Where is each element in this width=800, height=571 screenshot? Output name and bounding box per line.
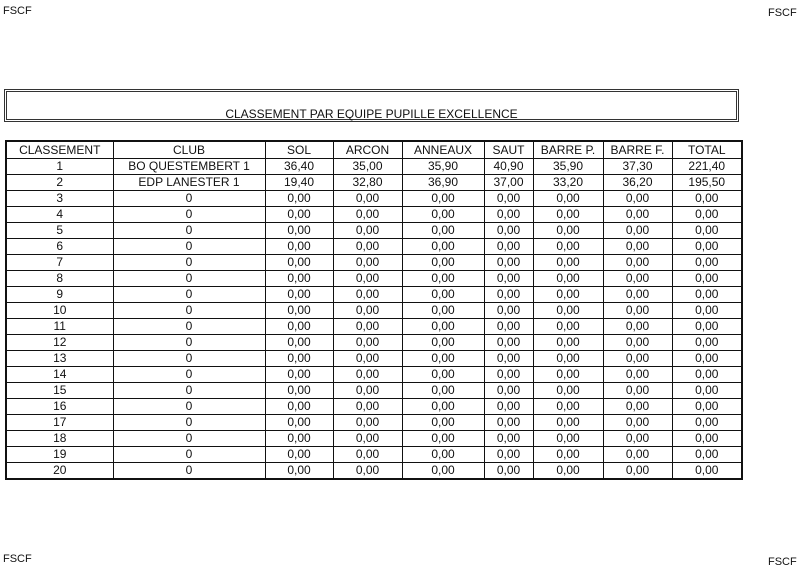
cell-barre-f: 0,00 (603, 351, 672, 367)
cell-barre-p: 0,00 (533, 191, 603, 207)
cell-club: 0 (113, 287, 265, 303)
cell-barre-f: 0,00 (603, 239, 672, 255)
table-row (6, 367, 742, 383)
cell-arcon: 0,00 (333, 271, 402, 287)
cell-barre-p: 0,00 (533, 271, 603, 287)
cell-saut: 0,00 (484, 431, 533, 447)
cell-total: 0,00 (672, 415, 742, 431)
cell-arcon: 0,00 (333, 303, 402, 319)
cell-rank: 20 (6, 463, 113, 480)
cell-barre-f: 0,00 (603, 431, 672, 447)
cell-anneaux: 0,00 (402, 319, 484, 335)
cell-arcon: 0,00 (333, 463, 402, 480)
cell-barre-p: 0,00 (533, 463, 603, 480)
cell-sol: 0,00 (265, 303, 333, 319)
cell-arcon: 0,00 (333, 447, 402, 463)
cell-barre-f: 0,00 (603, 271, 672, 287)
cell-total: 0,00 (672, 367, 742, 383)
cell-arcon: 0,00 (333, 191, 402, 207)
table-row (6, 175, 742, 191)
column-header-barre-p: BARRE P. (533, 141, 603, 159)
column-header-sol: SOL (265, 141, 333, 159)
cell-club: 0 (113, 319, 265, 335)
cell-barre-p: 0,00 (533, 351, 603, 367)
cell-anneaux: 0,00 (402, 255, 484, 271)
cell-saut: 0,00 (484, 351, 533, 367)
cell-rank: 3 (6, 191, 113, 207)
cell-barre-p: 0,00 (533, 223, 603, 239)
cell-barre-p: 0,00 (533, 255, 603, 271)
cell-anneaux: 0,00 (402, 271, 484, 287)
table-row (6, 223, 742, 239)
cell-anneaux: 36,90 (402, 175, 484, 191)
cell-anneaux: 0,00 (402, 239, 484, 255)
cell-arcon: 0,00 (333, 351, 402, 367)
cell-barre-f: 0,00 (603, 383, 672, 399)
cell-arcon: 0,00 (333, 431, 402, 447)
cell-club: BO QUESTEMBERT 1 (113, 159, 265, 175)
cell-total: 0,00 (672, 431, 742, 447)
cell-barre-f: 0,00 (603, 335, 672, 351)
cell-sol: 0,00 (265, 255, 333, 271)
cell-saut: 0,00 (484, 463, 533, 480)
cell-anneaux: 0,00 (402, 303, 484, 319)
cell-anneaux: 0,00 (402, 431, 484, 447)
cell-sol: 0,00 (265, 335, 333, 351)
table-body (6, 159, 742, 480)
cell-anneaux: 0,00 (402, 383, 484, 399)
cell-rank: 6 (6, 239, 113, 255)
column-header-saut: SAUT (484, 141, 533, 159)
cell-club: 0 (113, 191, 265, 207)
column-header-club: CLUB (113, 141, 265, 159)
cell-arcon: 0,00 (333, 287, 402, 303)
cell-barre-f: 37,30 (603, 159, 672, 175)
ranking-table (5, 140, 743, 480)
cell-saut: 0,00 (484, 287, 533, 303)
cell-rank: 1 (6, 159, 113, 175)
cell-total: 0,00 (672, 351, 742, 367)
table-row (6, 159, 742, 175)
cell-total: 0,00 (672, 447, 742, 463)
cell-saut: 0,00 (484, 271, 533, 287)
cell-anneaux: 0,00 (402, 463, 484, 480)
cell-sol: 0,00 (265, 319, 333, 335)
title-box (4, 89, 739, 122)
cell-arcon: 0,00 (333, 207, 402, 223)
cell-barre-f: 0,00 (603, 223, 672, 239)
cell-arcon: 0,00 (333, 399, 402, 415)
cell-rank: 13 (6, 351, 113, 367)
cell-barre-f: 0,00 (603, 255, 672, 271)
cell-club: 0 (113, 335, 265, 351)
cell-barre-f: 0,00 (603, 319, 672, 335)
cell-rank: 8 (6, 271, 113, 287)
cell-barre-p: 0,00 (533, 319, 603, 335)
cell-sol: 0,00 (265, 271, 333, 287)
table-row (6, 319, 742, 335)
cell-rank: 7 (6, 255, 113, 271)
cell-club: 0 (113, 383, 265, 399)
table-row (6, 191, 742, 207)
cell-arcon: 0,00 (333, 367, 402, 383)
cell-barre-p: 0,00 (533, 447, 603, 463)
cell-sol: 0,00 (265, 447, 333, 463)
cell-arcon: 32,80 (333, 175, 402, 191)
cell-club: 0 (113, 431, 265, 447)
cell-sol: 0,00 (265, 207, 333, 223)
cell-rank: 2 (6, 175, 113, 191)
cell-saut: 0,00 (484, 335, 533, 351)
cell-saut: 37,00 (484, 175, 533, 191)
cell-rank: 17 (6, 415, 113, 431)
cell-rank: 12 (6, 335, 113, 351)
cell-barre-p: 0,00 (533, 335, 603, 351)
table-row (6, 207, 742, 223)
cell-club: 0 (113, 463, 265, 480)
cell-arcon: 0,00 (333, 383, 402, 399)
cell-sol: 0,00 (265, 367, 333, 383)
table-row (6, 255, 742, 271)
cell-saut: 0,00 (484, 447, 533, 463)
cell-rank: 4 (6, 207, 113, 223)
cell-total: 0,00 (672, 335, 742, 351)
cell-barre-f: 0,00 (603, 207, 672, 223)
cell-sol: 0,00 (265, 463, 333, 480)
cell-sol: 19,40 (265, 175, 333, 191)
table-row (6, 463, 742, 480)
column-header-total: TOTAL (672, 141, 742, 159)
cell-total: 0,00 (672, 223, 742, 239)
cell-barre-p: 0,00 (533, 431, 603, 447)
cell-saut: 0,00 (484, 367, 533, 383)
cell-sol: 0,00 (265, 383, 333, 399)
cell-total: 0,00 (672, 191, 742, 207)
cell-rank: 16 (6, 399, 113, 415)
cell-sol: 0,00 (265, 399, 333, 415)
cell-arcon: 0,00 (333, 335, 402, 351)
cell-club: 0 (113, 207, 265, 223)
cell-club: 0 (113, 399, 265, 415)
cell-total: 0,00 (672, 383, 742, 399)
cell-rank: 15 (6, 383, 113, 399)
cell-sol: 0,00 (265, 223, 333, 239)
cell-arcon: 0,00 (333, 223, 402, 239)
table-row (6, 399, 742, 415)
table-row (6, 431, 742, 447)
cell-barre-p: 0,00 (533, 239, 603, 255)
cell-total: 0,00 (672, 463, 742, 480)
table-header-row (6, 141, 742, 159)
column-header-barre-f: BARRE F. (603, 141, 672, 159)
cell-anneaux: 0,00 (402, 335, 484, 351)
cell-club: 0 (113, 415, 265, 431)
cell-barre-f: 0,00 (603, 367, 672, 383)
cell-club: 0 (113, 367, 265, 383)
table-row (6, 383, 742, 399)
cell-total: 0,00 (672, 255, 742, 271)
cell-sol: 0,00 (265, 239, 333, 255)
cell-total: 195,50 (672, 175, 742, 191)
cell-barre-p: 0,00 (533, 367, 603, 383)
cell-club: 0 (113, 303, 265, 319)
cell-club: 0 (113, 255, 265, 271)
cell-saut: 0,00 (484, 207, 533, 223)
cell-barre-f: 0,00 (603, 463, 672, 480)
cell-arcon: 0,00 (333, 255, 402, 271)
cell-anneaux: 0,00 (402, 415, 484, 431)
cell-sol: 36,40 (265, 159, 333, 175)
cell-club: 0 (113, 447, 265, 463)
cell-barre-f: 0,00 (603, 415, 672, 431)
cell-barre-f: 0,00 (603, 447, 672, 463)
cell-anneaux: 0,00 (402, 287, 484, 303)
cell-saut: 0,00 (484, 399, 533, 415)
cell-rank: 18 (6, 431, 113, 447)
footer-left-label: FSCF (3, 553, 32, 565)
table-row (6, 351, 742, 367)
cell-arcon: 0,00 (333, 319, 402, 335)
footer-right-label: FSCF (768, 556, 797, 568)
cell-barre-p: 0,00 (533, 399, 603, 415)
cell-club: 0 (113, 271, 265, 287)
cell-barre-f: 0,00 (603, 191, 672, 207)
cell-club: EDP LANESTER 1 (113, 175, 265, 191)
cell-barre-p: 0,00 (533, 383, 603, 399)
cell-barre-f: 0,00 (603, 303, 672, 319)
cell-barre-f: 36,20 (603, 175, 672, 191)
column-header-arcon: ARCON (333, 141, 402, 159)
cell-club: 0 (113, 239, 265, 255)
cell-sol: 0,00 (265, 415, 333, 431)
cell-arcon: 0,00 (333, 239, 402, 255)
cell-barre-p: 35,90 (533, 159, 603, 175)
cell-saut: 0,00 (484, 223, 533, 239)
cell-sol: 0,00 (265, 191, 333, 207)
cell-total: 0,00 (672, 239, 742, 255)
cell-saut: 0,00 (484, 383, 533, 399)
cell-rank: 5 (6, 223, 113, 239)
table-row (6, 287, 742, 303)
cell-barre-p: 0,00 (533, 303, 603, 319)
table-row (6, 415, 742, 431)
cell-saut: 0,00 (484, 319, 533, 335)
header-right-label: FSCF (768, 7, 797, 19)
cell-total: 0,00 (672, 271, 742, 287)
cell-sol: 0,00 (265, 351, 333, 367)
cell-saut: 0,00 (484, 255, 533, 271)
cell-club: 0 (113, 351, 265, 367)
cell-anneaux: 0,00 (402, 207, 484, 223)
cell-rank: 9 (6, 287, 113, 303)
table-row (6, 335, 742, 351)
cell-arcon: 35,00 (333, 159, 402, 175)
cell-anneaux: 0,00 (402, 447, 484, 463)
header-left-label: FSCF (3, 5, 32, 17)
cell-rank: 14 (6, 367, 113, 383)
column-header-anneaux: ANNEAUX (402, 141, 484, 159)
page-title: CLASSEMENT PAR EQUIPE PUPILLE EXCELLENCE (225, 107, 518, 121)
cell-total: 0,00 (672, 399, 742, 415)
cell-barre-p: 33,20 (533, 175, 603, 191)
cell-total: 0,00 (672, 319, 742, 335)
cell-total: 0,00 (672, 303, 742, 319)
cell-saut: 0,00 (484, 303, 533, 319)
cell-anneaux: 0,00 (402, 191, 484, 207)
cell-saut: 0,00 (484, 415, 533, 431)
cell-barre-p: 0,00 (533, 207, 603, 223)
cell-total: 0,00 (672, 207, 742, 223)
cell-barre-p: 0,00 (533, 415, 603, 431)
cell-rank: 10 (6, 303, 113, 319)
cell-barre-p: 0,00 (533, 287, 603, 303)
table-row (6, 271, 742, 287)
cell-barre-f: 0,00 (603, 399, 672, 415)
cell-total: 221,40 (672, 159, 742, 175)
cell-anneaux: 0,00 (402, 399, 484, 415)
cell-sol: 0,00 (265, 431, 333, 447)
cell-saut: 0,00 (484, 239, 533, 255)
cell-anneaux: 0,00 (402, 351, 484, 367)
cell-anneaux: 35,90 (402, 159, 484, 175)
cell-barre-f: 0,00 (603, 287, 672, 303)
cell-anneaux: 0,00 (402, 367, 484, 383)
table-row (6, 303, 742, 319)
cell-rank: 11 (6, 319, 113, 335)
column-header-rank: CLASSEMENT (6, 141, 113, 159)
cell-club: 0 (113, 223, 265, 239)
cell-total: 0,00 (672, 287, 742, 303)
table-row (6, 239, 742, 255)
cell-saut: 40,90 (484, 159, 533, 175)
cell-arcon: 0,00 (333, 415, 402, 431)
cell-rank: 19 (6, 447, 113, 463)
table-row (6, 447, 742, 463)
cell-sol: 0,00 (265, 287, 333, 303)
cell-saut: 0,00 (484, 191, 533, 207)
cell-anneaux: 0,00 (402, 223, 484, 239)
